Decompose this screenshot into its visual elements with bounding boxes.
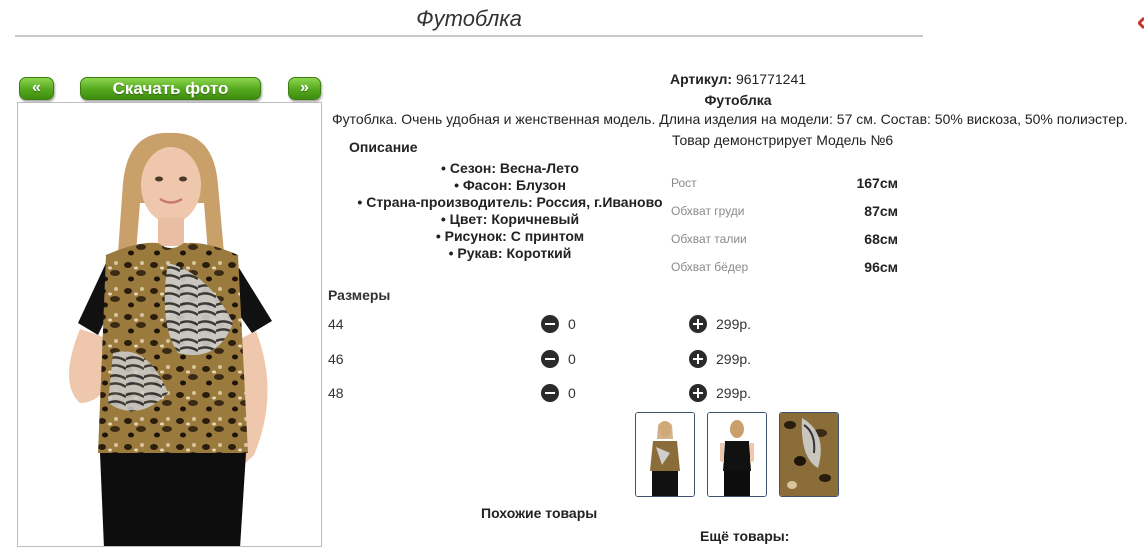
attribute-item: • Рисунок: С принтом (340, 228, 680, 245)
photo-thumbnail[interactable] (707, 412, 767, 497)
attribute-item: • Фасон: Блузон (340, 177, 680, 194)
title-divider (15, 35, 923, 37)
attribute-item: • Сезон: Весна-Лето (340, 160, 680, 177)
attribute-list (340, 160, 680, 262)
measurement-label: Обхват бёдер (671, 260, 749, 274)
description-heading: Описание (349, 139, 418, 155)
price-value: 299р. (716, 351, 752, 367)
increase-qty-button[interactable] (689, 384, 707, 402)
quantity-value: 0 (568, 351, 576, 367)
measurement-value: 68см (864, 231, 898, 247)
decrease-qty-button[interactable] (541, 350, 559, 368)
main-product-photo[interactable] (17, 102, 322, 547)
download-photo-button[interactable]: Скачать фото (80, 77, 261, 100)
measurement-label: Рост (671, 176, 697, 190)
product-name: Футоблка (704, 92, 772, 108)
prev-photo-button[interactable]: « (19, 77, 54, 100)
increase-qty-button[interactable] (689, 350, 707, 368)
measurement-value: 167см (856, 175, 898, 191)
photo-thumbnail[interactable] (635, 412, 695, 497)
more-products-heading: Ещё товары: (700, 528, 790, 544)
size-label: 48 (328, 385, 344, 401)
photo-thumbnail[interactable] (779, 412, 839, 497)
price-value: 299р. (716, 316, 752, 332)
similar-products-heading: Похожие товары (481, 505, 598, 521)
decrease-qty-button[interactable] (541, 384, 559, 402)
sizes-heading: Размеры (328, 287, 391, 303)
increase-qty-button[interactable] (689, 315, 707, 333)
decrease-qty-button[interactable] (541, 315, 559, 333)
article-line (600, 71, 876, 87)
attribute-item: • Страна-производитель: Россия, г.Иваново (340, 194, 680, 211)
article-label: Артикул: (669, 71, 733, 87)
attribute-item: • Цвет: Коричневый (340, 211, 680, 228)
quantity-value: 0 (568, 385, 576, 401)
model-note: Товар демонстрирует Модель №6 (672, 132, 894, 148)
measurement-label: Обхват груди (671, 204, 745, 218)
page-title: Футоблка (416, 6, 522, 31)
size-label: 46 (328, 351, 344, 367)
measurement-value: 87см (864, 203, 898, 219)
article-value: 961771241 (735, 71, 807, 87)
quantity-value: 0 (568, 316, 576, 332)
measurement-label: Обхват талии (671, 232, 747, 246)
product-description: Футоблка. Очень удобная и женственная модель. Длина изделия на модели: 57 см. Состав: 50% вискоза, 50% полиэстер. (332, 111, 1128, 127)
close-icon[interactable] (1138, 12, 1144, 36)
attribute-item: • Рукав: Короткий (340, 245, 680, 262)
measurement-value: 96см (864, 259, 898, 275)
next-photo-button[interactable]: » (288, 77, 321, 100)
size-label: 44 (328, 316, 344, 332)
price-value: 299р. (716, 385, 752, 401)
